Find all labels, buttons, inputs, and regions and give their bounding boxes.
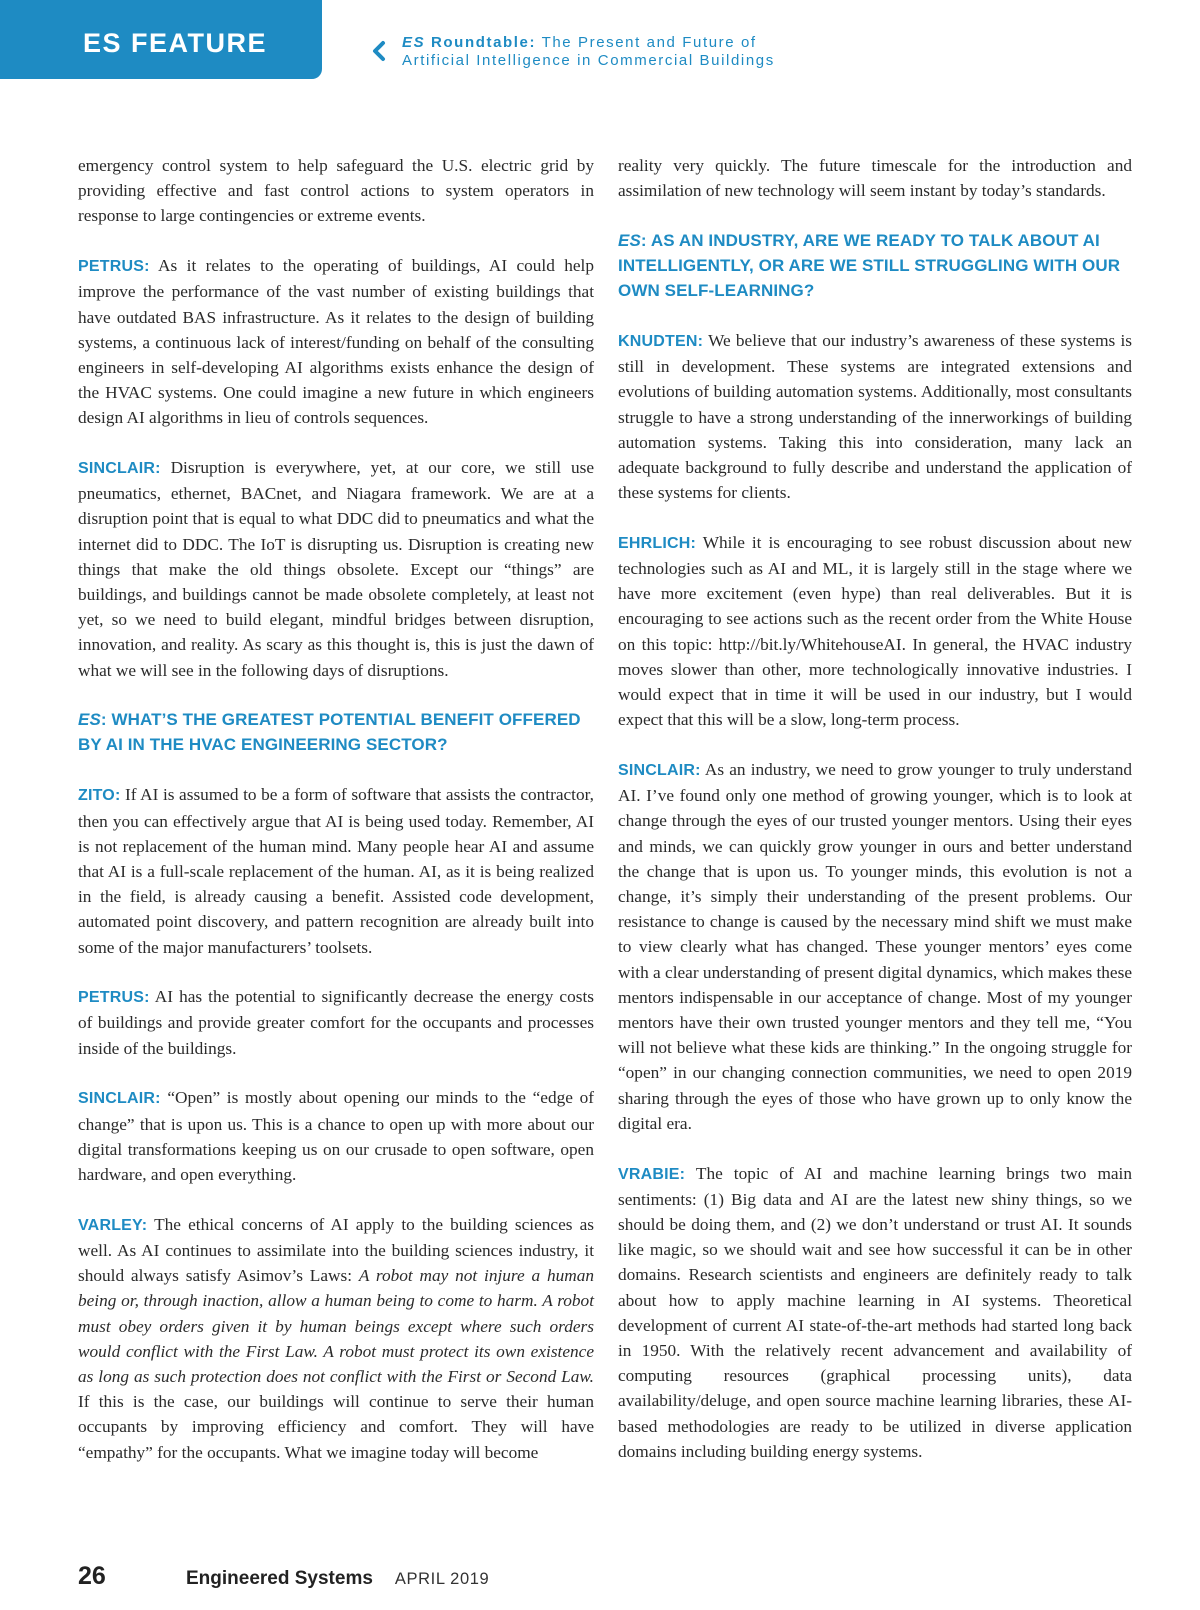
speaker-name: VRABIE: [618, 1165, 686, 1183]
paragraph-continued: reality very quickly. The future timescale for the introduction and assimilation of new technology will seem instant by today’s standards. [618, 156, 1132, 201]
speaker-name: VARLEY: [78, 1216, 148, 1234]
answer-text: If AI is assumed to be a form of software that assists the contractor, then you can effectively argue that AI is being used today. Remember, AI is not replacement of the human mind. Many people hear AI and assume that AI is a full-scale replacement of the human. AI, as it is being realized in the field, is already causing a benefit. Assisted code development, automated point discovery, and pattern recognition are already built into some of the major manufacturers’ toolsets. [78, 785, 594, 957]
answer-text: The topic of AI and machine learning brings two main sentiments: (1) Big data and AI are the latest new shiny things, so we should be doing them, and (2) we don’t understand or trust AI. It sounds like magic, so we should wait and see how successful it can be in other domains. Research scientists and engineers are definitely ready to talk about how to apply machine learning in AI systems. Theoretical development of current AI state-of-the-art methods had started long back in 1950. With the relatively recent advancement and availability of computing resources (graphical processing units), data availability/deluge, and open source machine learning libraries, these AI-based methodologies are ready to be utilized in diverse application domains including building energy systems. [618, 1163, 1132, 1461]
answer-sinclair-3 [618, 757, 1132, 1136]
breadcrumb-title[interactable] [402, 34, 775, 70]
speaker-name: KNUDTEN: [618, 332, 704, 350]
speaker-name: PETRUS: [78, 989, 150, 1007]
left-column [78, 153, 594, 1489]
breadcrumb-line1-rest: The Present and Future of [536, 34, 757, 51]
breadcrumb-es: ES [402, 34, 426, 51]
answer-zito [78, 782, 594, 959]
page-number: 26 [78, 1562, 106, 1590]
answer-sinclair-2 [78, 1085, 594, 1187]
right-column [618, 153, 1132, 1488]
issue-date: APRIL 2019 [394, 1570, 490, 1588]
answer-text-continued: If this is the case, our buildings will continue to serve their human occupants by improving efficiency and comfort. They will have “empathy” for the occupants. What we imagine today will become [78, 1392, 594, 1462]
speaker-name: SINCLAIR: [78, 460, 161, 478]
breadcrumb-line-1 [402, 34, 775, 52]
question-heading [618, 228, 1132, 303]
breadcrumb-roundtable: Roundtable: [425, 34, 537, 51]
answer-text: Disruption is everywhere, yet, at our core, we still use pneumatics, ethernet, BACnet, and Niagara framework. We are at a disruption point that is equal to what DDC did to pneumatics and what the internet did to DDC. The IoT is disrupting us. Disruption is creating new things that make the old things obsolete. Except our “things” are buildings, and buildings cannot be made obsolete completely, at least not yet, so we need to build elegant, mindful bridges between disruption, innovation, and reality. As scary as this thought is, this is just the dawn of what we will see in the following days of disruptions. [78, 458, 594, 680]
question-heading [78, 707, 594, 757]
answer-vrabie [618, 1161, 1132, 1464]
speaker-name: PETRUS: [78, 258, 150, 276]
question-es: ES [618, 230, 641, 250]
answer-knudten [618, 328, 1132, 505]
question-es: ES [78, 710, 101, 730]
breadcrumb[interactable] [368, 34, 848, 70]
speaker-name: SINCLAIR: [618, 761, 701, 779]
magazine-name: Engineered Systems [186, 1568, 373, 1589]
answer-text: We believe that our industry’s awareness of these systems is still in development. These systems are integrated extensions and evolutions of building automation systems. Additionally, most consultants struggle to have a strong understanding of the innerworkings of building automation systems. Taking this into consideration, many lack an adequate background to fully describe and understand the application of these systems for clients. [618, 330, 1132, 503]
speaker-name: EHRLICH: [618, 534, 697, 552]
page-footer [78, 1562, 489, 1591]
asimov-laws: A robot may not injure a human being or, through inaction, allow a human being to come to harm. A robot must obey orders given it by human beings except where such orders would conflict with the First Law. A robot must protect its own existence as long as such protection does not conflict with the First or Second Law. [78, 1266, 594, 1386]
question-text: : AS AN INDUSTRY, ARE WE READY TO TALK ABOUT AI INTELLIGENTLY, OR ARE WE STILL STRUGGLING WITH OUR OWN SELF-LEARNING? [618, 230, 1121, 300]
answer-text: While it is encouraging to see robust discussion about new technologies such as AI and ML, it is largely still in the stage where we have more excitement (even hype) than real deliverables. But it is encouraging to see actions such as the recent order from the White House on this topic: http://bit.ly/WhitehouseAI. In general, the HVAC industry moves slower than other, more technologically innovative industries. I would expect that in time it will be used in our industry, but I would expect that this will be a slow, long-term process. [618, 532, 1132, 730]
answer-text: “Open” is mostly about opening our minds to the “edge of change” that is upon us. This is a chance to open up with more about our digital transformations keeping us on our crusade to open software, open hardware, and open everything. [78, 1088, 594, 1184]
section-tab [0, 0, 322, 79]
speaker-name: ZITO: [78, 787, 121, 805]
speaker-name: SINCLAIR: [78, 1090, 161, 1108]
answer-ehrlich [618, 530, 1132, 733]
answer-varley [78, 1212, 594, 1465]
answer-petrus-1 [78, 253, 594, 430]
answer-text: As an industry, we need to grow younger to truly understand AI. I’ve found only one method of growing younger, which is to look at change through the eyes of our trusted younger mentors. Using their eyes and minds, we can quickly grow younger in ours and better understand the change that is upon us. To younger minds, this evolution is not a change, it’s simply their understanding of the present problems. Our resistance to change is caused by the necessary mind shift we must make to view clearly what has changed. These younger mentors’ eyes come with a clear understanding of present digital dynamics, which makes these mentors indispensable in our acceptance of change. Most of my younger mentors have their own trusted younger mentors and they tell me, “You will not believe what these kids are thinking.” In the ongoing struggle for “open” in our changing connection communities, we need to open 2019 sharing through the eyes of those who have grown up to only know the digital era. [618, 759, 1132, 1133]
answer-sinclair-1 [78, 455, 594, 683]
answer-text: As it relates to the operating of buildings, AI could help improve the performance of the vast number of existing buildings that have outdated BAS infrastructure. As it relates to the design of building systems, a continuous lack of interest/funding on behalf of the consulting engineers in self-developing AI algorithms exists enhance the design of the HVAC systems. One could imagine a new future in which engineers design AI algorithms in lieu of controls sequences. [78, 256, 594, 428]
answer-text: AI has the potential to significantly decrease the energy costs of buildings and provide greater comfort for the occupants and processes inside of the buildings. [78, 987, 594, 1058]
section-label: ES FEATURE [83, 28, 268, 58]
paragraph-continued: emergency control system to help safeguard the U.S. electric grid by providing effective and fast control actions to system operators in response to large contingencies or extreme events. [78, 156, 594, 226]
question-text: : WHAT’S THE GREATEST POTENTIAL BENEFIT OFFERED BY AI IN THE HVAC ENGINEERING SECTOR? [78, 710, 581, 755]
chevron-left-icon[interactable] [368, 34, 390, 68]
breadcrumb-line-2: Artificial Intelligence in Commercial Buildings [402, 52, 775, 69]
answer-text: The ethical concerns of AI apply to the building sciences as well. As AI continues to assimilate into the building sciences industry, it should always satisfy Asimov’s Laws: [78, 1214, 594, 1286]
answer-petrus-2 [78, 984, 594, 1061]
